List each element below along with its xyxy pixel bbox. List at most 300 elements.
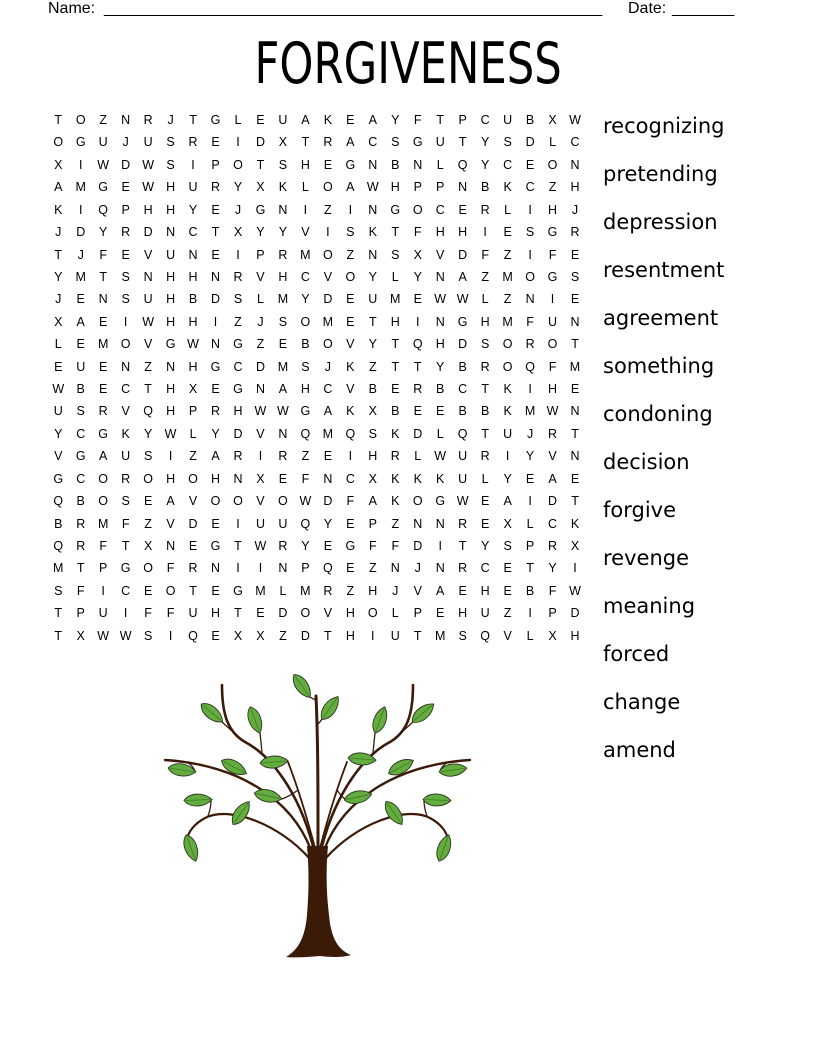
grid-letter: K (503, 404, 512, 419)
grid-letter: L (481, 292, 489, 307)
grid-letter: F (144, 606, 152, 621)
grid-letter: V (256, 494, 265, 509)
tree-trunk (286, 846, 351, 957)
grid-letter: P (413, 180, 422, 195)
tree-leaf (181, 833, 202, 863)
grid-letter: U (458, 449, 468, 464)
tree-leaf (434, 833, 455, 863)
grid-letter: Q (322, 561, 333, 576)
grid-letter: O (322, 247, 333, 262)
grid-letter: H (435, 225, 445, 240)
grid-letter: I (528, 202, 532, 217)
grid-letter: P (413, 606, 422, 621)
grid-letter: T (571, 426, 579, 441)
grid-letter: T (301, 135, 310, 150)
grid-letter: D (570, 606, 580, 621)
grid-letter: C (503, 157, 513, 172)
grid-letter: E (413, 404, 422, 419)
grid-letter: X (54, 314, 63, 329)
grid-letter: D (143, 225, 153, 240)
grid-letter: N (166, 359, 176, 374)
grid-letter: Z (324, 202, 332, 217)
grid-letter: L (436, 157, 444, 172)
grid-letter: T (413, 359, 422, 374)
grid-letter: A (54, 180, 63, 195)
grid-letter: U (458, 471, 468, 486)
grid-letter: H (166, 269, 176, 284)
tree-twig (260, 733, 262, 753)
grid-letter: D (255, 135, 265, 150)
grid-letter: R (458, 516, 468, 531)
grid-letter: N (435, 516, 445, 531)
grid-letter: E (570, 471, 580, 486)
grid-letter: J (257, 314, 264, 329)
grid-letter: F (548, 359, 557, 374)
grid-letter: T (234, 606, 242, 621)
grid-letter: U (188, 606, 198, 621)
grid-letter: N (278, 561, 288, 576)
grid-letter: U (390, 628, 400, 643)
grid-letter: T (526, 561, 534, 576)
grid-letter: T (54, 628, 63, 643)
tree-leaf (245, 705, 266, 735)
grid-letter: T (458, 539, 467, 554)
grid-row (47, 356, 586, 378)
grid-letter: D (413, 539, 423, 554)
grid-letter: H (166, 471, 176, 486)
grid-letter: Y (525, 449, 535, 464)
grid-letter: O (98, 471, 109, 486)
grid-row (47, 400, 586, 422)
grid-row (47, 333, 586, 355)
grid-letter: R (278, 449, 288, 464)
grid-letter: F (526, 314, 534, 329)
grid-row (47, 580, 586, 602)
grid-letter: L (189, 426, 197, 441)
word-list-item: depression (603, 210, 718, 234)
grid-letter: G (547, 269, 558, 284)
grid-letter: J (234, 202, 242, 217)
grid-letter: I (191, 157, 195, 172)
grid-letter: I (123, 314, 128, 329)
grid-letter: Y (278, 225, 288, 240)
grid-letter: O (210, 494, 221, 509)
grid-letter: E (76, 292, 85, 307)
grid-letter: Y (143, 426, 153, 441)
grid-letter: H (570, 628, 580, 643)
grid-letter: G (210, 359, 221, 374)
grid-row (47, 445, 586, 467)
grid-letter: Y (548, 561, 557, 576)
grid-letter: V (436, 247, 445, 262)
grid-letter: B (458, 404, 467, 419)
grid-letter: I (78, 157, 83, 172)
grid-letter: L (279, 583, 287, 598)
grid-letter: P (121, 202, 130, 217)
tree-branch (187, 814, 309, 858)
grid-letter: H (188, 269, 198, 284)
grid-letter: T (76, 561, 85, 576)
grid-letter: I (123, 606, 128, 621)
grid-letter: S (166, 135, 175, 150)
grid-letter: H (188, 314, 198, 329)
grid-letter: O (233, 494, 243, 509)
grid-letter: H (458, 606, 468, 621)
grid-letter: N (98, 292, 108, 307)
grid-letter: Q (480, 628, 490, 643)
grid-letter: N (368, 157, 378, 172)
grid-letter: O (525, 269, 535, 284)
grid-letter: H (166, 314, 176, 329)
grid-letter: W (164, 426, 177, 441)
grid-letter: M (569, 359, 581, 374)
grid-letter: C (345, 471, 355, 486)
grid-letter: D (278, 606, 288, 621)
grid-letter: E (76, 337, 85, 352)
grid-letter: N (570, 157, 580, 172)
grid-letter: G (120, 561, 131, 576)
grid-letter: D (188, 516, 198, 531)
grid-letter: N (390, 561, 400, 576)
grid-letter: N (458, 180, 468, 195)
grid-letter: G (345, 539, 356, 554)
grid-letter: H (300, 382, 310, 397)
grid-letter: S (166, 157, 175, 172)
grid-letter: H (368, 449, 378, 464)
grid-letter: G (547, 225, 558, 240)
grid-letter: E (570, 292, 580, 307)
grid-letter: T (391, 359, 400, 374)
grid-letter: C (548, 516, 558, 531)
grid-letter: Z (279, 628, 287, 643)
grid-letter: M (75, 269, 86, 284)
word-list-item: amend (603, 738, 676, 762)
name-blank-line: ________________________________________________________ (104, 0, 603, 17)
grid-letter: M (434, 628, 446, 643)
grid-letter: Z (346, 247, 355, 262)
grid-letter: F (346, 494, 355, 509)
grid-letter: N (278, 426, 288, 441)
grid-letter: X (188, 382, 198, 397)
grid-letter: E (503, 583, 512, 598)
grid-letter: K (413, 471, 422, 486)
grid-letter: R (323, 583, 333, 598)
grid-letter: D (458, 337, 468, 352)
word-list-item: decision (603, 450, 690, 474)
grid-letter: V (346, 382, 355, 397)
tree-leaf (228, 798, 254, 828)
grid-letter: R (458, 561, 468, 576)
grid-letter: M (277, 292, 289, 307)
grid-letter: Y (301, 292, 310, 307)
grid-letter: Z (99, 113, 107, 127)
grid-letter: Z (234, 314, 242, 329)
grid-letter: B (480, 404, 490, 419)
grid-letter: K (391, 494, 400, 509)
grid-letter: M (97, 516, 109, 531)
grid-letter: O (367, 606, 378, 621)
grid-letter: B (391, 404, 400, 419)
grid-row (47, 221, 586, 243)
grid-letter: V (346, 337, 355, 352)
grid-letter: O (120, 337, 131, 352)
grid-letter: D (255, 359, 265, 374)
grid-letter: Z (346, 583, 355, 598)
grid-letter: O (345, 269, 356, 284)
tree-leaf (343, 788, 373, 806)
grid-letter: X (570, 539, 580, 554)
grid-letter: L (549, 135, 557, 150)
word-list-item: forgive (603, 498, 677, 522)
grid-letter: X (233, 225, 243, 240)
grid-letter: K (391, 426, 400, 441)
grid-letter: X (233, 628, 243, 643)
grid-letter: S (480, 337, 490, 352)
grid-letter: B (76, 382, 85, 397)
grid-letter: N (166, 539, 176, 554)
grid-letter: Z (368, 561, 377, 576)
grid-letter: S (121, 494, 130, 509)
grid-letter: I (528, 247, 532, 262)
grid-letter: N (570, 449, 580, 464)
date-blank-line: _______ (672, 0, 735, 17)
grid-letter: M (300, 583, 311, 598)
grid-letter: F (413, 113, 422, 127)
grid-letter: X (368, 404, 377, 419)
grid-letter: M (502, 269, 513, 284)
grid-letter: K (54, 202, 63, 217)
grid-letter: W (456, 292, 469, 307)
grid-letter: X (548, 113, 557, 127)
grid-letter: M (322, 314, 334, 329)
grid-letter: X (256, 471, 265, 486)
grid-letter: P (525, 539, 535, 554)
grid-letter: V (121, 404, 130, 419)
word-search-grid (47, 109, 586, 647)
grid-letter: T (571, 494, 579, 509)
grid-letter: K (570, 516, 580, 531)
grid-letter: W (187, 337, 199, 352)
grid-letter: N (570, 404, 580, 419)
grid-letter: N (211, 561, 221, 576)
grid-letter: Q (300, 516, 311, 531)
grid-letter: I (528, 382, 532, 397)
grid-letter: Y (54, 426, 63, 441)
grid-letter: K (346, 359, 355, 374)
grid-letter: I (101, 583, 105, 598)
grid-letter: C (76, 471, 86, 486)
grid-letter: S (570, 269, 580, 284)
grid-letter: Q (98, 202, 109, 217)
grid-letter: J (77, 247, 84, 262)
grid-letter: N (368, 247, 378, 262)
grid-letter: Z (144, 359, 152, 374)
tree-leaf (317, 693, 343, 723)
grid-letter: E (525, 471, 535, 486)
grid-letter: H (233, 404, 243, 419)
grid-letter: F (166, 561, 175, 576)
grid-letter: T (54, 606, 63, 621)
grid-letter: T (144, 382, 152, 397)
grid-letter: B (480, 180, 490, 195)
grid-letter: J (55, 225, 62, 240)
grid-letter: I (303, 202, 308, 217)
grid-letter: A (503, 494, 512, 509)
grid-letter: E (121, 247, 130, 262)
grid-letter: F (481, 247, 489, 262)
grid-letter: E (323, 539, 333, 554)
grid-letter: R (413, 382, 423, 397)
grid-letter: I (236, 516, 240, 531)
grid-letter: E (211, 202, 220, 217)
grid-row (47, 513, 586, 535)
grid-letter: P (211, 157, 220, 172)
grid-letter: L (54, 337, 62, 352)
grid-letter: W (254, 539, 267, 554)
grid-letter: L (526, 516, 534, 531)
grid-letter: X (256, 180, 265, 195)
grid-letter: D (548, 494, 558, 509)
grid-letter: D (233, 426, 243, 441)
grid-letter: U (98, 135, 108, 150)
grid-letter: O (547, 337, 558, 352)
grid-letter: E (413, 292, 422, 307)
grid-letter: L (526, 628, 534, 643)
grid-letter: K (323, 113, 333, 127)
grid-letter: H (570, 180, 580, 195)
grid-letter: T (189, 113, 197, 127)
grid-letter: E (211, 382, 220, 397)
grid-letter: S (346, 225, 355, 240)
grid-letter: Z (391, 516, 400, 531)
grid-letter: Y (480, 539, 490, 554)
grid-letter: S (525, 225, 535, 240)
grid-letter: M (300, 247, 311, 262)
grid-letter: R (211, 404, 221, 419)
tree-branch (288, 762, 315, 848)
grid-row (47, 288, 586, 310)
tree-illustration (150, 655, 490, 965)
grid-letter: E (188, 539, 198, 554)
grid-row (47, 378, 586, 400)
grid-letter: C (76, 426, 86, 441)
grid-letter: I (236, 561, 240, 576)
grid-letter: W (119, 628, 132, 643)
grid-letter: N (413, 157, 423, 172)
date-label: Date: (628, 0, 667, 17)
grid-letter: E (99, 382, 108, 397)
grid-row (47, 244, 586, 266)
grid-letter: O (188, 471, 198, 486)
grid-letter: G (233, 337, 243, 352)
grid-row (47, 468, 586, 490)
grid-letter: R (480, 359, 490, 374)
grid-letter: Q (457, 426, 468, 441)
grid-letter: I (78, 202, 83, 217)
grid-letter: H (143, 202, 153, 217)
grid-letter: L (481, 471, 489, 486)
grid-letter: X (54, 157, 63, 172)
grid-letter: F (368, 539, 377, 554)
grid-letter: V (323, 606, 333, 621)
grid-letter: P (256, 247, 265, 262)
grid-letter: Q (412, 337, 423, 352)
tree-leaf (184, 794, 212, 807)
grid-letter: W (142, 157, 155, 172)
grid-letter: T (436, 113, 445, 127)
grid-letter: E (143, 494, 153, 509)
grid-letter: S (368, 426, 377, 441)
grid-letter: Y (413, 269, 422, 284)
grid-letter: D (525, 135, 535, 150)
grid-letter: W (569, 113, 581, 127)
grid-letter: C (435, 202, 445, 217)
grid-row (47, 154, 586, 176)
word-list-item: condoning (603, 402, 713, 426)
grid-letter: U (278, 516, 288, 531)
grid-letter: N (435, 314, 445, 329)
word-list-item: revenge (603, 546, 689, 570)
grid-letter: H (480, 583, 490, 598)
grid-letter: F (301, 471, 310, 486)
grid-letter: B (188, 292, 198, 307)
grid-letter: A (76, 314, 85, 329)
grid-letter: G (412, 135, 423, 150)
grid-letter: J (414, 561, 421, 576)
grid-letter: K (368, 225, 377, 240)
grid-letter: Y (301, 539, 310, 554)
grid-letter: E (436, 404, 445, 419)
grid-letter: E (211, 135, 220, 150)
grid-letter: R (143, 113, 153, 127)
grid-letter: G (75, 135, 86, 150)
grid-row (47, 557, 586, 579)
grid-letter: S (143, 628, 153, 643)
grid-letter: O (300, 606, 311, 621)
grid-letter: R (390, 449, 400, 464)
grid-letter: A (458, 269, 467, 284)
grid-letter: O (322, 337, 333, 352)
grid-letter: U (166, 247, 176, 262)
grid-letter: X (278, 135, 288, 150)
grid-letter: E (458, 583, 467, 598)
grid-letter: M (75, 180, 86, 195)
grid-letter: U (435, 135, 445, 150)
grid-letter: J (571, 202, 579, 217)
grid-letter: N (255, 382, 265, 397)
grid-letter: E (323, 449, 333, 464)
grid-letter: F (391, 539, 400, 554)
grid-letter: R (233, 269, 243, 284)
grid-letter: V (188, 494, 198, 509)
grid-letter: N (435, 561, 445, 576)
tree-leaf (289, 671, 315, 701)
grid-letter: I (168, 628, 173, 643)
grid-letter: I (236, 247, 240, 262)
grid-letter: V (54, 449, 63, 464)
grid-letter: R (525, 337, 535, 352)
grid-letter: E (99, 314, 108, 329)
grid-letter: Q (457, 157, 468, 172)
grid-letter: P (99, 561, 108, 576)
grid-letter: Y (256, 225, 265, 240)
grid-letter: U (53, 404, 63, 419)
grid-letter: O (412, 202, 423, 217)
grid-letter: E (480, 494, 490, 509)
tree-twig (318, 719, 322, 724)
grid-letter: H (368, 583, 378, 598)
grid-letter: W (569, 583, 581, 598)
